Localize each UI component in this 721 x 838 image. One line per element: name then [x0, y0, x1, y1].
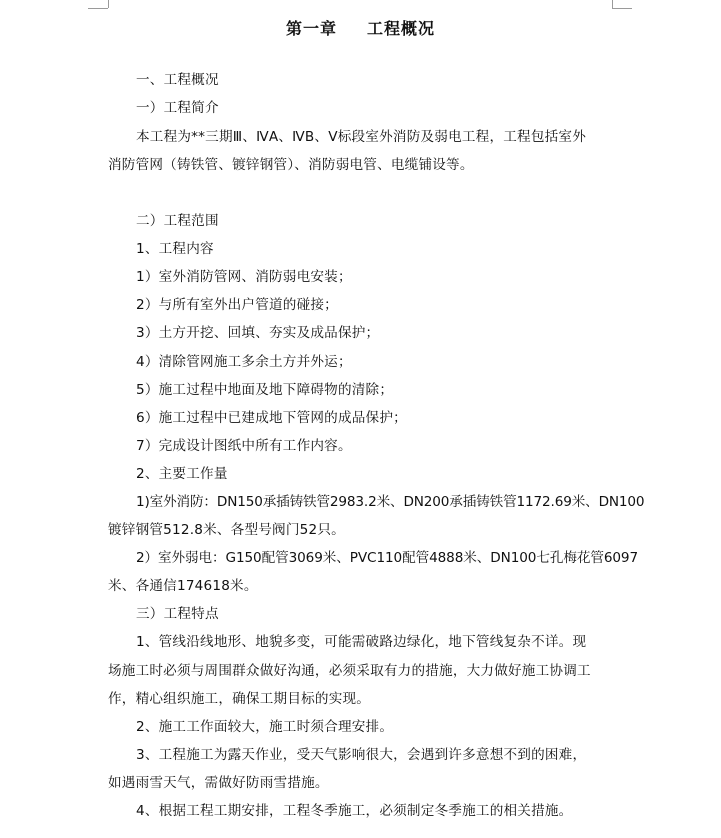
subsection-heading-intro: 一）工程简介 — [136, 100, 219, 116]
list-item: 5）施工过程中地面及地下障碍物的清除； — [136, 382, 394, 398]
list-item: 7）完成设计图纸中所有工作内容。 — [136, 438, 352, 454]
paragraph-line: 3、工程施工为露天作业，受天气影响很大，会遇到许多意想不到的困难， — [136, 747, 587, 763]
paragraph-line: 镀锌钢管512.8米、各型号阀门52只。 — [108, 522, 345, 538]
list-item: 1）室外消防管网、消防弱电安装； — [136, 269, 352, 285]
paragraph-line: 本工程为**三期Ⅲ、ⅣA、ⅣB、Ⅴ标段室外消防及弱电工程，工程包括室外 — [136, 129, 587, 145]
paragraph-line: 场施工时必须与周围群众做好沟通，必须采取有力的措施，大力做好施工协调工 — [108, 663, 591, 679]
paragraph-line: 米、各通信174618米。 — [108, 578, 258, 594]
paragraph-line: 4、根据工程工期安排，工程冬季施工，必须制定冬季施工的相关措施。 — [136, 803, 573, 819]
paragraph-line: 消防管网（铸铁管、镀锌钢管）、消防弱电管、电缆铺设等。 — [108, 157, 474, 173]
chapter-name: 工程概况 — [367, 19, 436, 38]
crop-mark-top-left — [88, 0, 108, 9]
list-item: 3）土方开挖、回填、夯实及成品保护； — [136, 325, 380, 341]
crop-mark-top-left-vertical — [108, 0, 110, 8]
paragraph-line: 作，精心组织施工，确保工期目标的实现。 — [108, 691, 371, 707]
paragraph-line: 如遇雨雪天气，需做好防雨雪措施。 — [108, 775, 329, 791]
chapter-number: 第一章 — [285, 19, 337, 38]
subsection-heading-scope: 二）工程范围 — [136, 213, 219, 229]
list-item: 6）施工过程中已建成地下管网的成品保护； — [136, 410, 407, 426]
crop-mark-top-right — [612, 0, 632, 9]
list-heading-content: 1、工程内容 — [136, 241, 214, 257]
paragraph-line: 2）室外弱电：G150配管3069米、PVC110配管4888米、DN100七孔梅花管6097 — [136, 550, 639, 566]
list-item: 4）清除管网施工多余土方并外运； — [136, 354, 352, 370]
subsection-heading-features: 三）工程特点 — [136, 606, 219, 622]
list-item: 2）与所有室外出户管道的碰接； — [136, 297, 338, 313]
section-heading-overview: 一、工程概况 — [136, 72, 219, 88]
list-heading-workload: 2、主要工作量 — [136, 466, 228, 482]
crop-mark-top-right-vertical — [611, 0, 613, 8]
chapter-title — [0, 16, 721, 39]
paragraph-line: 1、管线沿线地形、地貌多变，可能需破路边绿化，地下管线复杂不详。现 — [136, 634, 587, 650]
paragraph-line: 2、施工工作面较大，施工时须合理安排。 — [136, 719, 394, 735]
paragraph-line: 1)室外消防：DN150承插铸铁管2983.2米、DN200承插铸铁管1172.69米、DN100 — [136, 494, 645, 510]
